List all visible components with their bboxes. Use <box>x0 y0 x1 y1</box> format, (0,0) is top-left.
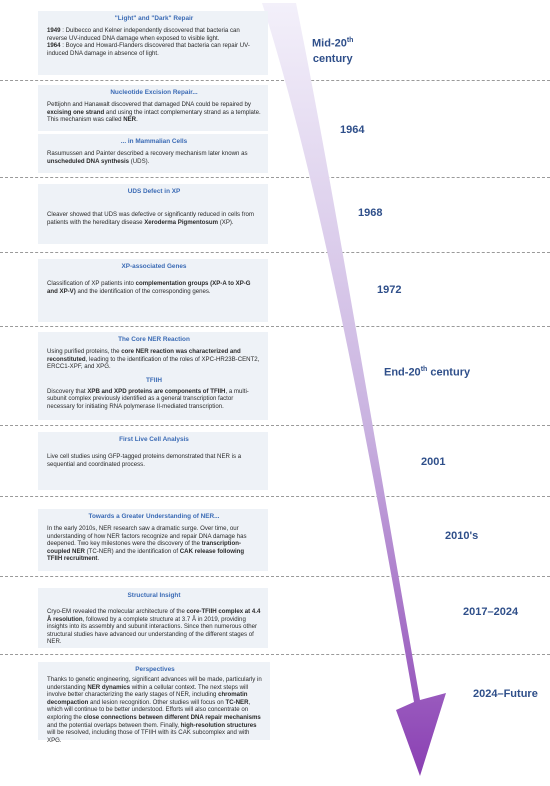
box-text: Rasumussen and Painter described a recovery mechanism later known as unscheduled DNA synthesis (UDS). <box>47 150 248 165</box>
box-text: Cryo-EM revealed the molecular architecture of the core-TFIIH complex at 4.4 Å resolution, followed by a complete structure at 3.7 Å in 2019, providing insights into its assembly and subunit interactions. Since then numerous other structural studies have advanced our understanding of the different stages of NER. <box>47 608 261 646</box>
text-1949: : Dulbecco and Kelner independently discovered that bacteria can reverse UV-induced DNA damage when exposed to visible light. <box>47 27 240 42</box>
box-title: XP-associated Genes <box>121 263 187 270</box>
box-title: First Live Cell Analysis <box>119 436 189 443</box>
xp-genes-box <box>38 259 268 322</box>
box-title: "Light" and "Dark" Repair <box>114 15 194 22</box>
period-label-1968: 1968 <box>358 207 383 219</box>
box-title: UDS Defect in XP <box>127 188 181 195</box>
core-ner-box <box>38 332 268 420</box>
box-text: Live cell studies using GFP-tagged proteins demonstrated that NER is a sequential and coordinated process. <box>47 453 242 468</box>
box-text: Thanks to genetic engineering, significant advances will be made, particularly in understanding NER dynamics within a cellular context. The next steps will involve better characterizing the early stages of NER, including chromatin decompaction and lesion recognition. Other studies will focus on TC-NER, which will continue to be better understood. Efforts will also concentrate on exploring the close connections between different DNA repair mechanisms and the potential overlaps between them. Finally, high-resolution structures will be resolved, including those of TFIIH with its CAK subcomplex and with XPG. <box>47 676 262 744</box>
box-title: Perspectives <box>135 666 175 673</box>
timeline-arrow-body <box>262 3 446 776</box>
year-1964: 1964 <box>47 42 61 50</box>
box-text: Pettijohn and Hanawalt discovered that damaged DNA could be repaired by excising one strand and using the intact complementary strand as a template. This mechanism was called NER. <box>47 101 261 124</box>
box-text <box>47 27 261 57</box>
period-label-end-20th-century: End-20th century <box>384 366 471 379</box>
box-title: Towards a Greater Understanding of NER... <box>88 513 220 520</box>
box-title: Nucleotide Excision Repair... <box>110 89 198 96</box>
period-label-2024-future: 2024–Future <box>473 688 538 700</box>
light-dark-repair-box <box>38 11 268 75</box>
period-label-1972: 1972 <box>377 284 402 296</box>
box-text: In the early 2010s, NER research saw a dramatic surge. Over time, our understanding of how NER factors recognize and repair DNA damage has deepened. Two key milestones were the discovery of the transcription-coupled NER (TC-NER) and the identification of CAK release following TFIIH recruitment. <box>47 525 247 563</box>
ner-box <box>38 85 268 131</box>
period-label-2017-2024: 2017–2024 <box>463 606 519 618</box>
live-cell-box <box>38 432 268 490</box>
box-text: Discovery that XPB and XPD proteins are components of TFIIH, a multi-subunit complex previously identified as a general transcription factor necessary for initiating RNA polymerase II-mediated transcription. <box>47 387 249 410</box>
box-title: Structural Insight <box>127 592 181 599</box>
structural-insight-box <box>38 588 268 648</box>
tfiih-subtitle: TFIIH <box>146 376 162 384</box>
period-label-mid-20th-century: Mid-20th century <box>312 37 354 65</box>
period-label-1964: 1964 <box>340 124 365 136</box>
period-label-2001: 2001 <box>421 456 446 468</box>
box-text: Cleaver showed that UDS was defective or significantly reduced in cells from patients with the hereditary disease Xeroderma Pigmentosum (XP). <box>47 211 254 226</box>
text-1964: : Boyce and Howard-Flanders discovered that bacteria can repair UV-induced DNA damage in absence of light. <box>47 42 250 57</box>
greater-understanding-box <box>38 509 268 571</box>
uds-defect-box <box>38 184 268 244</box>
perspectives-box <box>38 662 270 744</box>
mammalian-cells-box <box>38 134 268 173</box>
box-text: Using purified proteins, the core NER reaction was characterized and reconstituted, leading to the identification of the roles of XPC-HR23B-CENT2, ERCC1-XPF, and XPG. <box>47 348 260 371</box>
period-label-2010s: 2010's <box>445 530 479 542</box>
box-title: ... in Mammalian Cells <box>120 138 188 145</box>
box-title: The Core NER Reaction <box>118 336 190 343</box>
year-1949: 1949 <box>47 27 61 34</box>
box-text: Classification of XP patients into complementation groups (XP-A to XP-G and XP-V) and the identification of the corresponding genes. <box>47 280 251 295</box>
